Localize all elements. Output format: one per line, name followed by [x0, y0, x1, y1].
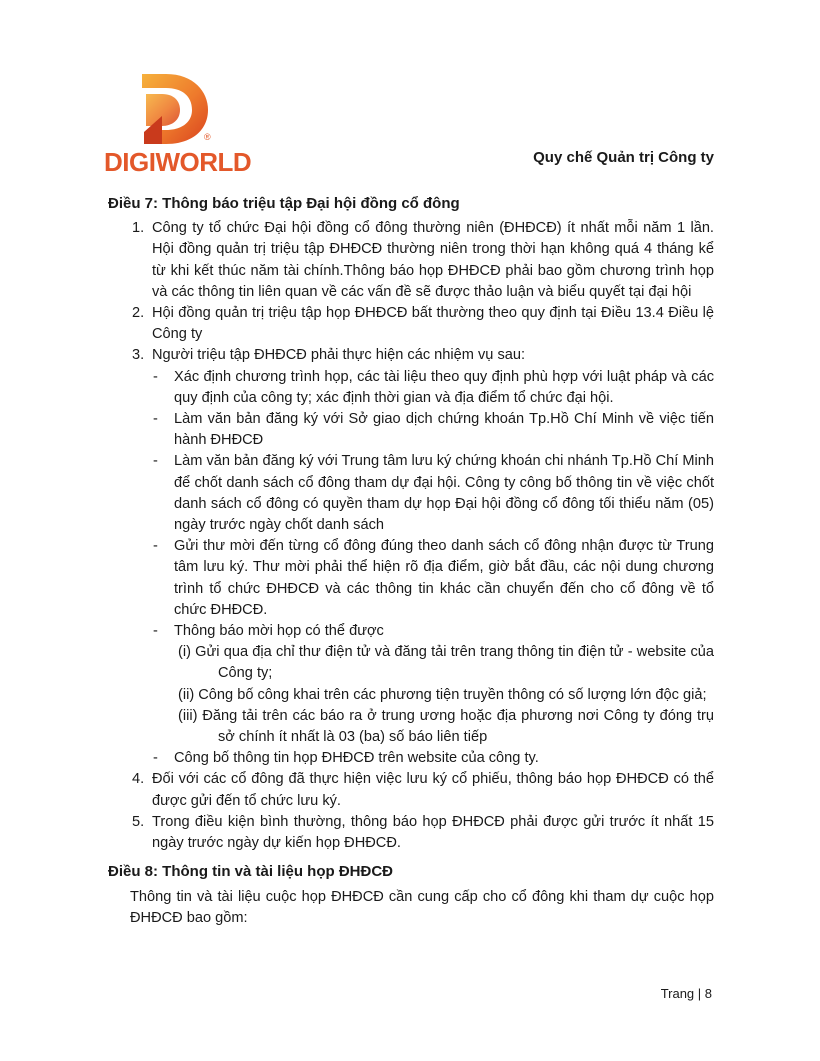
dash-item-text: Công bố thông tin họp ĐHĐCĐ trên website của công ty.	[174, 750, 539, 767]
list-number: 4.	[132, 771, 145, 788]
list-item	[108, 303, 714, 345]
dash-bullet: -	[153, 368, 158, 385]
list-item-text: Công ty tổ chức Đại hội đồng cổ đông thường niên (ĐHĐCĐ) ít nhất mỗi năm 1 lần. Hội đồng quản trị triệu tập ĐHĐCĐ thường niên trong thời hạn không quá 4 tháng kể từ khi kết thúc năm tài chính.Thông báo họp ĐHĐCĐ phải bao gồm chương trình họp và các thông tin liên quan về các vấn đề sẽ được thảo luận và biểu quyết tại đại hội	[152, 220, 714, 300]
roman-item: (ii) Công bố công khai trên các phương tiện truyền thông có số lượng lớn độc giả;	[178, 686, 707, 703]
list-number: 5.	[132, 813, 145, 830]
list-item-text: Hội đồng quản trị triệu tập họp ĐHĐCĐ bất thường theo quy định tại Điều 13.4 Điều lệ Công ty	[152, 305, 714, 343]
list-number: 2.	[132, 305, 145, 322]
dash-item	[108, 409, 714, 451]
dash-item	[108, 621, 714, 642]
dash-bullet: -	[153, 411, 158, 428]
company-logo	[104, 72, 252, 177]
list-item-text: Người triệu tập ĐHĐCĐ phải thực hiện các nhiệm vụ sau:	[152, 347, 526, 364]
dash-bullet: -	[153, 623, 158, 640]
dash-item	[108, 748, 714, 769]
list-number: 3.	[132, 347, 145, 364]
dash-item-text: Thông báo mời họp có thể được	[174, 623, 384, 640]
dash-item-text: Làm văn bản đăng ký với Trung tâm lưu ký chứng khoán chi nhánh Tp.Hồ Chí Minh để chốt danh sách cổ đông tham dự đại hội. Công ty công bố thông tin về việc chốt danh sách cổ đông có quyền tham dự họp Đại hội đồng cổ đông tối thiểu năm (05) ngày trước ngày chốt danh sách	[174, 453, 714, 534]
dash-item-text: Gửi thư mời đến từng cổ đông đúng theo danh sách cổ đông nhận được từ Trung tâm lưu ký. Thư mời phải thể hiện rõ địa điểm, giờ bắt đầu, các nội dung chương trình tổ chức ĐHĐCĐ và các thông tin khác cần chuyển đến cho cổ đông về tổ chức ĐHĐCĐ.	[174, 538, 714, 618]
list-item	[108, 769, 714, 811]
dash-item-text: Làm văn bản đăng ký với Sở giao dịch chứng khoán Tp.Hồ Chí Minh về việc tiến hành ĐHĐCĐ	[174, 411, 714, 449]
section-8-heading: Điều 8: Thông tin và tài liệu họp ĐHĐCĐ	[108, 863, 393, 881]
dash-item	[108, 367, 714, 409]
list-item	[108, 345, 714, 366]
section-7-heading: Điều 7: Thông báo triệu tập Đại hội đồng cổ đông	[108, 195, 460, 212]
digiworld-d-icon	[104, 72, 246, 152]
dash-item	[108, 536, 714, 621]
svg-text:®: ®	[204, 132, 211, 142]
dash-item	[108, 451, 714, 536]
dash-item-text: Xác định chương trình họp, các tài liệu theo quy định phù hợp với luật pháp và các quy định của công ty; xác định thời gian và địa điểm tổ chức đại hội.	[174, 368, 714, 406]
document-body	[108, 193, 714, 929]
list-item-text: Đối với các cổ đông đã thực hiện việc lưu ký cổ phiếu, thông báo họp ĐHĐCĐ có thể được gửi đến tổ chức lưu ký.	[152, 771, 714, 809]
dash-bullet: -	[153, 538, 158, 555]
list-item	[108, 218, 714, 303]
list-item-text: Trong điều kiện bình thường, thông báo họp ĐHĐCĐ phải được gửi trước ít nhất 15 ngày trước ngày dự kiến họp ĐHĐCĐ.	[152, 813, 714, 852]
roman-item: (i) Gửi qua địa chỉ thư điện tử và đăng tải trên trang thông tin điện tử - website của Công ty;	[178, 644, 714, 682]
page-number: Trang | 8	[660, 986, 712, 1001]
dash-bullet: -	[153, 453, 158, 470]
logo-text: DIGIWORLD	[104, 147, 252, 177]
section-8-intro: Thông tin và tài liệu cuộc họp ĐHĐCĐ cần cung cấp cho cổ đông khi tham dự cuộc họp ĐHĐCĐ bao gồm:	[130, 888, 714, 926]
dash-bullet: -	[153, 750, 158, 767]
list-item	[108, 812, 714, 854]
roman-item: (iii) Đăng tải trên các báo ra ở trung ương hoặc địa phương nơi Công ty đóng trụ sở chính ít nhất là 03 (ba) số báo liên tiếp	[178, 707, 714, 746]
list-number: 1.	[132, 220, 145, 237]
document-title: Quy chế Quản trị Công ty	[533, 149, 714, 166]
